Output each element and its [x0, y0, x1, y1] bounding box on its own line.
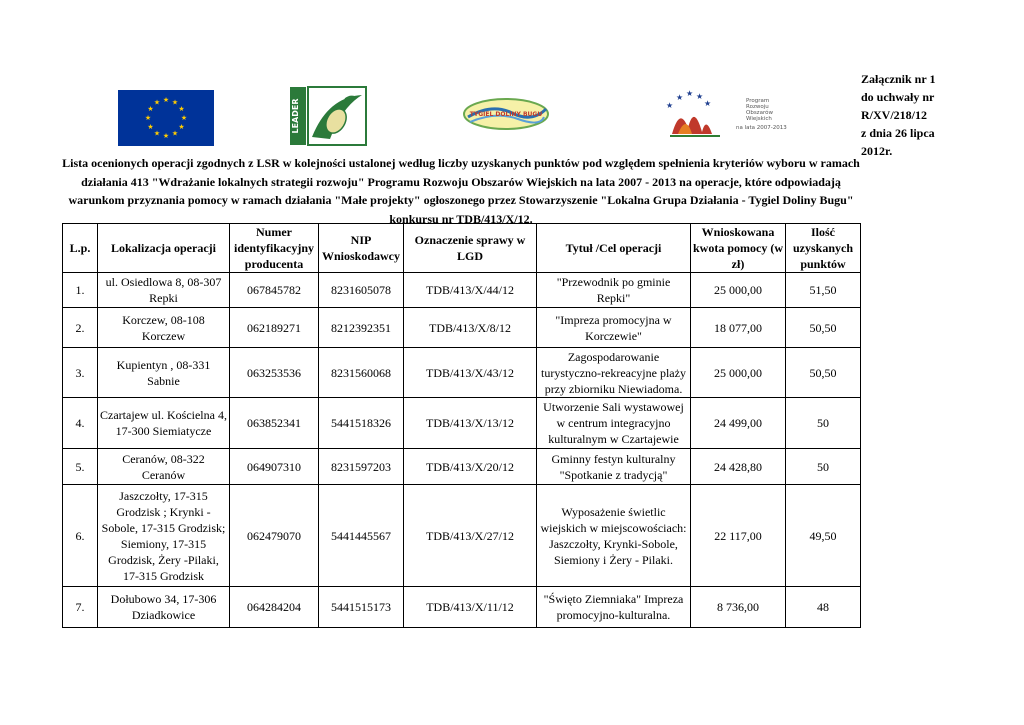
prow-line-3: Obszarów — [746, 110, 773, 116]
svg-text:★: ★ — [686, 89, 694, 98]
cell-points: 50 — [786, 449, 861, 485]
annex-line-1: Załącznik nr 1 — [861, 72, 936, 86]
leader-logo-text: LEADER — [291, 98, 300, 134]
svg-text:★: ★ — [162, 132, 170, 140]
svg-text:★: ★ — [171, 129, 179, 138]
header-points: Ilość uzyskanych punktów — [786, 224, 861, 273]
cell-lp: 1. — [63, 273, 98, 308]
header-location: Lokalizacja operacji — [98, 224, 230, 273]
cell-case-number: TDB/413/X/27/12 — [404, 485, 537, 587]
svg-text:★: ★ — [704, 99, 712, 108]
cell-location: Kupientyn , 08-331 Sabnie — [98, 348, 230, 398]
prow-line-2: Rozwoju — [746, 104, 769, 110]
cell-nip: 8231605078 — [319, 273, 404, 308]
cell-producer-id: 064907310 — [230, 449, 319, 485]
prow-line-4: Wiejskich — [746, 116, 772, 122]
cell-case-number: TDB/413/X/43/12 — [404, 348, 537, 398]
annex-line-3: R/XV/218/12 — [861, 108, 927, 122]
header-amount: Wnioskowana kwota pomocy (w zł) — [691, 224, 786, 273]
svg-text:★: ★ — [180, 114, 188, 122]
table-row — [63, 449, 861, 485]
cell-location: Korczew, 08-108 Korczew — [98, 308, 230, 348]
table-row — [63, 587, 861, 628]
header-producer-id: Numer identyfikacyjny producenta — [230, 224, 319, 273]
cell-lp: 2. — [63, 308, 98, 348]
cell-title: Wyposażenie świetlic wiejskich w miejscowościach: Jaszczołty, Krynki-Sobole, Siemiony i Żery - Pilaki. — [537, 485, 691, 587]
cell-points: 50,50 — [786, 348, 861, 398]
table-row — [63, 398, 861, 449]
cell-lp: 6. — [63, 485, 98, 587]
cell-points: 50 — [786, 398, 861, 449]
cell-amount: 25 000,00 — [691, 273, 786, 308]
cell-producer-id: 064284204 — [230, 587, 319, 628]
cell-points: 50,50 — [786, 308, 861, 348]
cell-location: Dołubowo 34, 17-306 Dziadkowice — [98, 587, 230, 628]
cell-amount: 18 077,00 — [691, 308, 786, 348]
cell-nip: 5441445567 — [319, 485, 404, 587]
cell-title: "Przewodnik po gminie Repki" — [537, 273, 691, 308]
prow-logo — [660, 89, 787, 138]
svg-text:★: ★ — [162, 96, 170, 104]
prow-line-5: na lata 2007-2013 — [736, 125, 787, 131]
svg-text:★: ★ — [171, 98, 179, 107]
operations-table — [62, 223, 861, 628]
annex-line-2: do uchwały nr — [861, 90, 935, 104]
table-row — [63, 485, 861, 587]
cell-nip: 5441515173 — [319, 587, 404, 628]
header-lp: L.p. — [63, 224, 98, 273]
cell-case-number: TDB/413/X/8/12 — [404, 308, 537, 348]
table-row — [63, 308, 861, 348]
cell-nip: 8231560068 — [319, 348, 404, 398]
cell-case-number: TDB/413/X/20/12 — [404, 449, 537, 485]
cell-amount: 8 736,00 — [691, 587, 786, 628]
annex-info — [861, 70, 981, 160]
cell-producer-id: 067845782 — [230, 273, 319, 308]
cell-producer-id: 063852341 — [230, 398, 319, 449]
tygiel-logo-text: TYGIEL DOLINY BUGU — [469, 111, 543, 118]
cell-nip: 8231597203 — [319, 449, 404, 485]
svg-text:★: ★ — [147, 123, 154, 131]
cell-lp: 3. — [63, 348, 98, 398]
cell-producer-id: 062189271 — [230, 308, 319, 348]
cell-lp: 4. — [63, 398, 98, 449]
cell-points: 51,50 — [786, 273, 861, 308]
cell-points: 48 — [786, 587, 861, 628]
svg-text:★: ★ — [147, 105, 154, 113]
svg-text:★: ★ — [153, 98, 161, 107]
eu-flag-logo — [118, 90, 214, 146]
table-row — [63, 348, 861, 398]
cell-location: Czartajew ul. Kościelna 4, 17-300 Siemiatycze — [98, 398, 230, 449]
cell-lp: 5. — [63, 449, 98, 485]
leader-logo — [290, 87, 366, 145]
svg-text:★: ★ — [178, 123, 185, 131]
cell-case-number: TDB/413/X/11/12 — [404, 587, 537, 628]
cell-nip: 8212392351 — [319, 308, 404, 348]
svg-text:★: ★ — [178, 105, 185, 113]
cell-amount: 24 499,00 — [691, 398, 786, 449]
header-title: Tytuł /Cel operacji — [537, 224, 691, 273]
svg-text:★: ★ — [676, 93, 684, 102]
table-header-row — [63, 224, 861, 273]
svg-text:★: ★ — [696, 92, 704, 101]
cell-amount: 22 117,00 — [691, 485, 786, 587]
document-title: Lista ocenionych operacji zgodnych z LSR w kolejności ustalonej według liczby uzyskanych punktów pod względem spełnienia kryteriów wyboru w ramach działania 413 "Wdrażanie lokalnych strategii rozwoju" Programu Rozwoju Obszarów Wiejskich na lata 2007 - 2013 na operacje, które odpowiadają warunkom przyznania pomocy w ramach działania "Małe projekty" ogłoszonego przez Stowarzyszenie "Lokalna Grupa Działania - Tygiel Doliny Bugu" konkursu nr TDB/413/X/12. — [62, 156, 860, 226]
svg-text:★: ★ — [144, 114, 152, 122]
cell-case-number: TDB/413/X/44/12 — [404, 273, 537, 308]
cell-title: Zagospodarowanie turystyczno-rekreacyjne plaży przy zbiorniku Niewiadoma. — [537, 348, 691, 398]
annex-line-4: z dnia 26 lipca — [861, 126, 935, 140]
cell-amount: 25 000,00 — [691, 348, 786, 398]
cell-lp: 7. — [63, 587, 98, 628]
cell-location: Ceranów, 08-322 Ceranów — [98, 449, 230, 485]
cell-location: ul. Osiedlowa 8, 08-307 Repki — [98, 273, 230, 308]
cell-title: "Impreza promocyjna w Korczewie" — [537, 308, 691, 348]
svg-text:★: ★ — [666, 101, 674, 110]
tygiel-doliny-bugu-logo — [462, 97, 550, 131]
header-nip: NIP Wnioskodawcy — [319, 224, 404, 273]
cell-producer-id: 062479070 — [230, 485, 319, 587]
prow-line-1: Program — [746, 98, 770, 104]
cell-case-number: TDB/413/X/13/12 — [404, 398, 537, 449]
header-case-number: Oznaczenie sprawy w LGD — [404, 224, 537, 273]
cell-title: "Święto Ziemniaka" Impreza promocyjno-kulturalna. — [537, 587, 691, 628]
annex-line-5: 2012r. — [861, 144, 893, 158]
cell-title: Gminny festyn kulturalny "Spotkanie z tradycją" — [537, 449, 691, 485]
cell-producer-id: 063253536 — [230, 348, 319, 398]
cell-location: Jaszczołty, 17-315 Grodzisk ; Krynki - Sobole, 17-315 Grodzisk; Siemiony, 17-315 Grodzisk, Żery -Pilaki, 17-315 Grodzisk — [98, 485, 230, 587]
cell-points: 49,50 — [786, 485, 861, 587]
svg-text:★: ★ — [153, 129, 161, 138]
table-row — [63, 273, 861, 308]
cell-title: Utworzenie Sali wystawowej w centrum integracyjno kulturalnym w Czartajewie — [537, 398, 691, 449]
cell-amount: 24 428,80 — [691, 449, 786, 485]
cell-nip: 5441518326 — [319, 398, 404, 449]
